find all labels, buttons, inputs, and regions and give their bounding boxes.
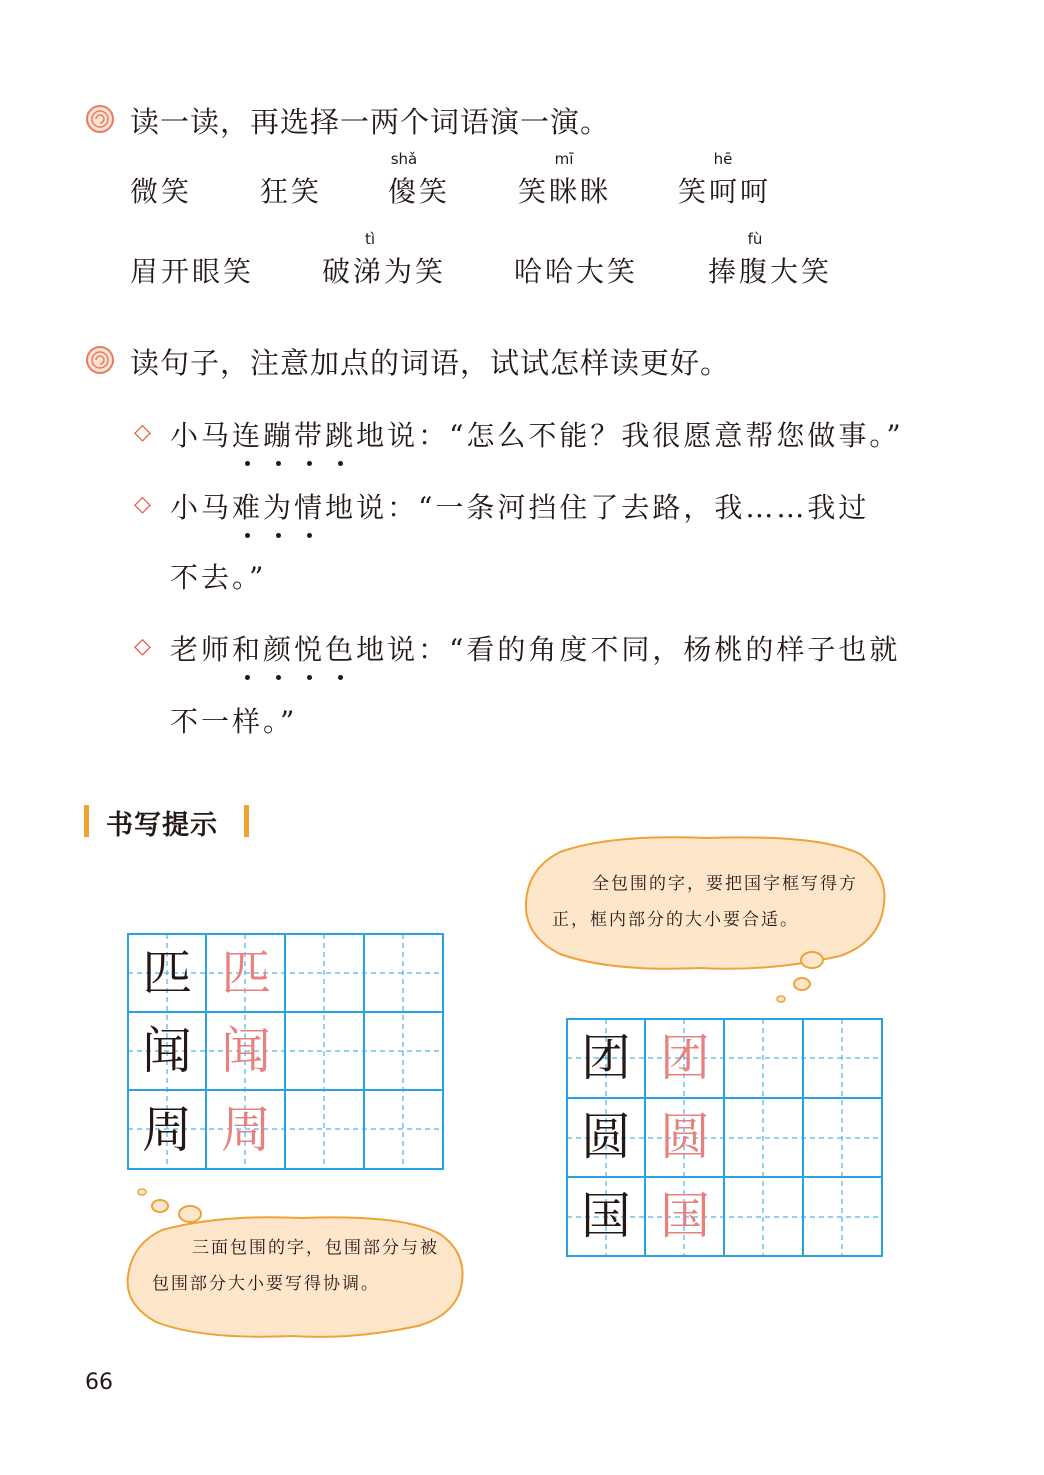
sentence-3-post: 地说：“看的角度不同，杨桃的样子也就 [356,633,901,666]
emphasis-char: 蹦 [263,414,294,454]
sentence-1-pre: 小马 [170,419,233,452]
writing-tips-title: 书写提示 [106,810,218,841]
emphasis-char: 悦 [294,628,325,668]
grid-char-yuan: 圆 [581,1108,631,1166]
sentence-3-pre: 老师 [170,633,233,666]
word-shaxiao: 傻笑 [388,175,451,208]
sentence-2-post: 地说：“一条河挡住了去路，我……我过 [325,491,870,524]
emphasis-char: 颜 [263,628,294,668]
section-spiral-icon [85,345,115,375]
sentence-2-cont: 不去。” [170,561,267,594]
sentence-2 [170,486,869,526]
emphasis-char: 情 [294,486,325,526]
emphasis-char: 和 [232,628,263,668]
bubble-top-text: 全包围的字，要把国字框写得方正，框内部分的大小要合适。 [552,874,858,930]
grid-trace-wen: 闻 [221,1022,271,1080]
section2-title: 读句子，注意加点的词语，试试怎样读更好。 [130,346,731,380]
sentence-1-emph [232,419,356,452]
tip-title-bar-right [244,805,249,837]
sentence-2-emph [232,491,325,524]
grid-trace-zhou: 周 [221,1101,271,1159]
pinyin-fu: fù [747,230,763,248]
pinyin-ti: tì [364,230,376,248]
emphasis-char: 跳 [325,414,356,454]
diamond-marker: ◇ [134,634,151,659]
grid-char-guo: 国 [581,1187,631,1245]
word-pengfudaxiao: 捧腹大笑 [708,255,833,288]
grid-char-pi: 匹 [142,944,192,1002]
emphasis-char: 带 [294,414,325,454]
emphasis-char: 连 [232,414,263,454]
sentence-3-emph [232,633,356,666]
diamond-marker: ◇ [134,420,151,445]
pinyin-he: hē [713,150,733,168]
word-xiaomimi: 笑眯眯 [518,175,612,208]
word-xiaohehe: 笑呵呵 [678,175,772,208]
grid-trace-yuan: 圆 [660,1108,710,1166]
word-kuangxiao: 狂笑 [260,175,323,208]
grid-char-tuan: 团 [581,1029,631,1087]
emphasis-char: 难 [232,486,263,526]
pinyin-sha: shǎ [390,150,418,168]
section-spiral-icon [85,104,115,134]
tip-title-bar-left [84,805,89,837]
pinyin-mi: mī [554,150,574,168]
diamond-marker: ◇ [134,492,151,517]
section1-title: 读一读，再选择一两个词语演一演。 [130,105,611,139]
word-hahadaxiao: 哈哈大笑 [514,255,639,288]
grid-trace-pi: 匹 [221,944,271,1002]
page-number: 66 [85,1370,113,1395]
word-potiweixiao: 破涕为笑 [322,255,447,288]
grid-char-zhou: 周 [142,1101,192,1159]
grid-trace-tuan: 团 [660,1029,710,1087]
sentence-2-pre: 小马 [170,491,233,524]
emphasis-char: 为 [263,486,294,526]
sentence-1 [170,414,904,454]
word-meikaiyanxiao: 眉开眼笑 [130,255,255,288]
word-weixiao: 微笑 [130,175,193,208]
sentence-3-cont: 不一样。” [170,705,298,738]
emphasis-char: 色 [325,628,356,668]
grid-trace-guo: 国 [660,1187,710,1245]
bubble-bottom-text: 三面包围的字，包围部分与被包围部分大小要写得协调。 [152,1238,439,1294]
sentence-3 [170,628,900,668]
sentence-1-post: 地说：“怎么不能？我很愿意帮您做事。” [356,419,904,452]
grid-char-wen: 闻 [142,1022,192,1080]
